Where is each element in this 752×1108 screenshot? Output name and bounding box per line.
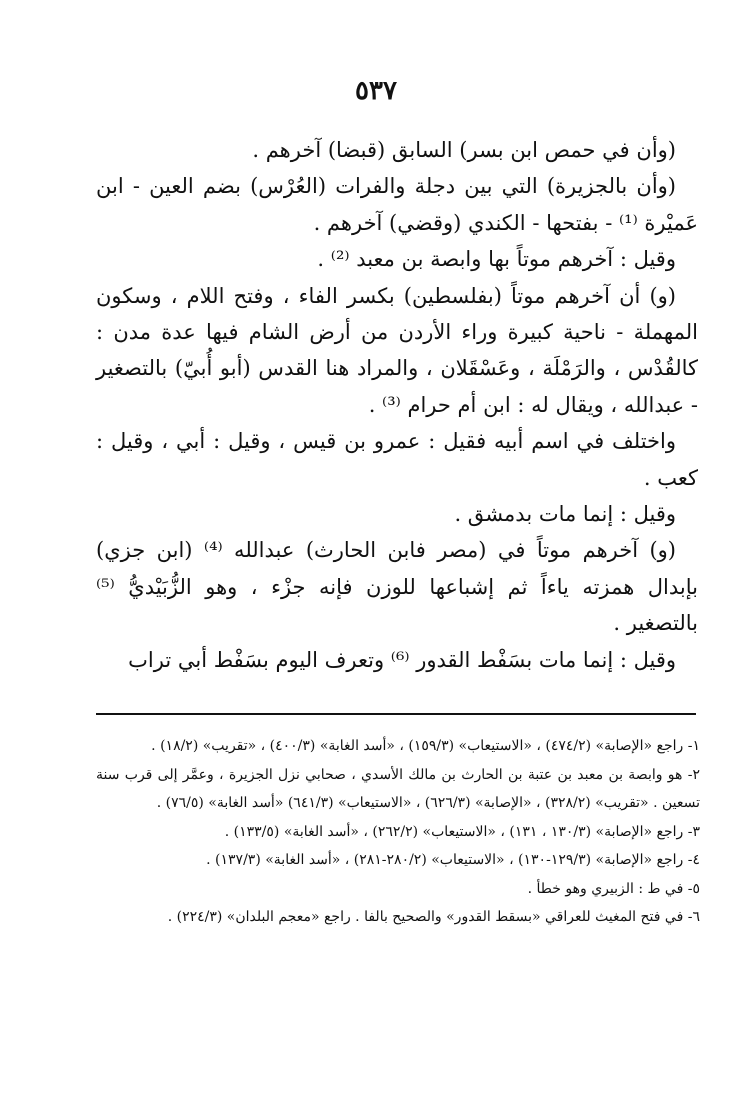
page-number: ٥٣٧ <box>355 76 397 106</box>
footnote-1: ١- راجع «الإصابة» (٤٧٤/٢) ، «الاستيعاب» (١٥٩/٣) ، «أسد الغابة» (٤٠٠/٣) ، «تقريب» (١٨/٢) . <box>151 738 700 754</box>
paragraph-6: وقيل : إنما مات بدمشق . <box>454 502 676 527</box>
main-text <box>96 132 698 678</box>
paragraph-5: واختلف في اسم أبيه فقيل : عمرو بن قيس ، وقيل : أبي ، وقيل : كعب . <box>96 429 698 490</box>
footnote-4: ٤- راجع «الإصابة» (١٢٩/٣-١٣٠) ، «الاستيعاب» (٢٨٠/٢-٢٨١) ، «أسد الغابة» (١٣٧/٣) . <box>206 852 700 868</box>
paragraph-4: (و) أن آخرهم موتاً (بفلسطين) بكسر الفاء ، وفتح اللام ، وسكون المهملة - ناحية كبيرة وراء الأردن من أرض الشام فيها عدة مدن : كالقُدْس ، والرَمْلَة ، وعَسْقَلان ، والمراد هنا القدس (أبو أُبيّ) بالتصغير - عبدالله ، ويقال له : ابن أم حرام ⁽³⁾ . <box>96 283 698 417</box>
paragraph-7: (و) آخرهم موتاً في (مصر فابن الحارث) عبدالله ⁽⁴⁾ (ابن جزي) بإبدال همزته ياءاً ثم إشباعها للوزن فإنه جزْء ، وهو الزُّبَيْديُّ ⁽⁵⁾ بالتصغير . <box>96 538 698 636</box>
paragraph-2: (وأن بالجزيرة) التي بين دجلة والفرات (العُرْس) بضم العين - ابن عَميْرة ⁽¹⁾ - بفتحها - الكندي (وقضي) آخرهم . <box>96 174 698 235</box>
footnote-6: ٦- في فتح المغيث للعراقي «بسقط القدور» والصحيح بالفا . راجع «معجم البلدان» (٢٢٤/٣) . <box>167 909 700 925</box>
footnote-3: ٣- راجع «الإصابة» (١٣٠/٣ ، ١٣١) ، «الاستيعاب» (٢٦٢/٢) ، «أسد الغابة» (١٣٣/٥) . <box>224 823 700 840</box>
footnotes <box>96 732 700 932</box>
paragraph-8: وقيل : إنما مات بسَفْط القدور ⁽⁶⁾ وتعرف اليوم بسَفْط أبي تراب <box>128 647 676 672</box>
footnote-2: ٢- هو وابصة بن معبد بن عتبة بن الحارث بن مالك الأسدي ، صحابي نزل الجزيرة ، وعمَّر إلى قرب سنة تسعين . «تقريب» (٣٢٨/٢) ، «الإصابة» (٦٢٦/٣) ، «الاستيعاب» (٦٤١/٣) «أسد الغابة» (٧٦/٥) . <box>96 766 700 811</box>
paragraph-1: (وأن في حمص ابن بسر) السابق (قبضا) آخرهم . <box>252 138 676 162</box>
footnote-divider <box>96 713 696 715</box>
footnote-5: ٥- في ط : الزبيري وهو خطأ . <box>527 880 700 897</box>
paragraph-3: وقيل : آخرهم موتاً بها وابصة بن معبد ⁽²⁾ . <box>317 247 676 272</box>
